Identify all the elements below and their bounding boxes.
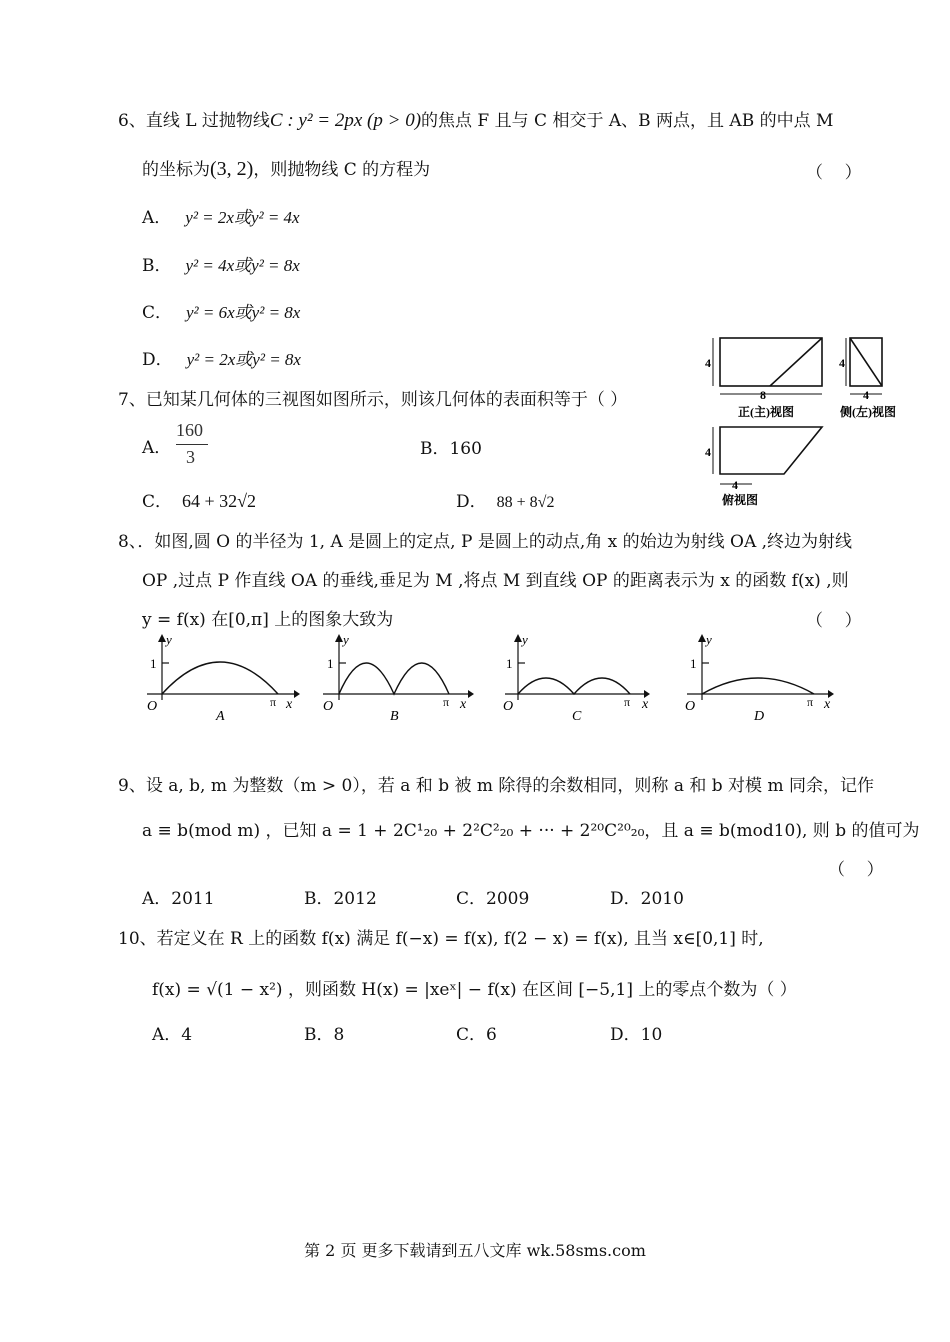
graph-d-one-label: 1 [690,656,697,671]
q10-option-b: B．8 [304,1025,345,1045]
q7-option-a-numerator: 160 [176,420,203,440]
top-view-width-label: 4 [732,478,738,492]
graph-c-y-arrow [514,634,522,642]
graph-d-y-label: y [706,632,712,647]
q6-line2-text: 的坐标为 [142,160,210,180]
front-view-diagonal [770,338,822,386]
q6-option-b-label: B． [142,256,172,276]
side-view-caption: 侧(左)视图 [840,405,896,419]
q7-option-d-text: 88 + 8√2 [496,494,555,511]
q8-graph-b [318,632,483,727]
graph-b-y-label: y [343,632,349,647]
q6-answer-paren: （ ） [806,163,862,183]
q6-line1-text: 6、直线 L 过抛物线 [118,111,270,131]
side-view-height-label: 4 [839,356,845,370]
q8-graph-a [142,632,307,727]
front-view-height-label: 4 [705,356,711,370]
graph-d-caption: D [754,709,765,724]
graph-a-x-arrow [294,690,300,698]
q7-option-a-fraction-bar [176,444,208,445]
side-view-width-label: 4 [863,388,869,402]
q6-option-a-label: A． [142,208,172,228]
q9-option-d: D．2010 [610,889,684,909]
front-view-width-label: 8 [760,388,766,402]
graph-a-curve [162,662,278,694]
q6-option-b [142,251,300,276]
q7-option-c-label: C． [142,492,173,512]
q9-line2: a ≡ b(mod m) ，已知 a = 1 + 2C¹₂₀ + 2²C²₂₀ + ··· + 2²⁰C²⁰₂₀，且 a ≡ b(mod10), 则 b 的值可为 [142,821,920,841]
graph-b-origin-label: O [323,699,334,714]
graph-d-x-label: x [824,697,831,712]
q10-line2: f(x) = √(1 − x²) ，则函数 H(x) = |xeˣ| − f(x) 在区间 [−5,1] 上的零点个数为（ ） [152,980,797,1000]
q6-option-b-text: y² = 4x或y² = 8x [185,256,300,275]
q8-answer-paren: （ ） [806,611,862,631]
q8-graph-d [682,632,847,727]
graph-b-curve [339,663,449,694]
q10-option-c: C．6 [456,1025,497,1045]
q9-option-c: C．2009 [456,889,530,909]
q7-option-d [456,487,554,512]
q9-option-b: B．2012 [304,889,377,909]
q10-option-a: A．4 [152,1025,193,1045]
graph-b-x-label: x [460,697,467,712]
graph-b-one-label: 1 [327,656,334,671]
q7-option-a-denominator: 3 [186,447,195,467]
top-view-trapezoid [720,427,822,474]
q7-stem: 7、已知某几何体的三视图如图所示，则该几何体的表面积等于（ ） [118,390,628,410]
top-view-caption: 俯视图 [722,493,759,507]
q7-option-c-text: 64 + 32√2 [182,491,257,511]
graph-a-y-arrow [158,634,166,642]
top-view-height-label: 4 [705,445,711,459]
q6-line1-rest: 的焦点 F 且与 C 相交于 A、B 两点，且 AB 的中点 M [421,111,834,131]
q6-line2-rest: ，则抛物线 C 的方程为 [253,160,431,180]
graph-d-pi-label: π [807,695,814,709]
q7-option-c [142,487,256,512]
q9-line1: 9、设 a, b, m 为整数（m > 0），若 a 和 b 被 m 除得的余数相同，则称 a 和 b 对模 m 同余，记作 [118,776,874,796]
graph-d-curve [702,678,814,694]
graph-c-origin-label: O [503,699,514,714]
q6-option-d-text: y² = 2x或y² = 8x [186,350,301,369]
q6-option-c-label: C． [142,303,173,323]
q10-line1: 10、若定义在 R 上的函数 f(x) 满足 f(−x) = f(x), f(2 − x) = f(x), 且当 x∈[0,1] 时, [118,929,764,949]
q6-option-d [142,345,301,370]
graph-b-pi-label: π [443,695,450,709]
q6-option-a-text: y² = 2x或y² = 4x [185,208,300,227]
graph-c-curve [518,678,630,694]
graph-c-pi-label: π [624,695,631,709]
graph-a-x-label: x [286,697,293,712]
graph-b-caption: B [390,709,399,724]
q7-option-a-label: A． [142,438,172,458]
graph-c-one-label: 1 [506,656,513,671]
graph-a-pi-label: π [270,695,277,709]
q9-option-a: A．2011 [142,889,215,909]
q8-line2: OP ,过点 P 作直线 OA 的垂线,垂足为 M ,将点 M 到直线 OP 的距离表示为 x 的函数 f(x) ,则 [142,571,849,591]
q6-option-c-text: y² = 6x或y² = 8x [186,303,301,322]
q10-option-d: D．10 [610,1025,663,1045]
front-view-caption: 正(主)视图 [738,405,794,419]
q8-line3: y = f(x) 在[0,π] 上的图象大致为 [142,610,394,630]
q9-answer-paren: （ ） [828,860,884,880]
q6-option-a [142,203,300,228]
graph-b-x-arrow [468,690,474,698]
q8-line1: 8、．如图,圆 O 的半径为 1, A 是圆上的定点, P 是圆上的动点,角 x 的始边为射线 OA ,终边为射线 [118,532,853,552]
q6-line1 [118,106,833,132]
graph-b-y-arrow [335,634,343,642]
graph-d-y-arrow [698,634,706,642]
graph-c-x-label: x [642,697,649,712]
front-view-rect [720,338,822,386]
graph-c-y-label: y [522,632,528,647]
q6-option-d-label: D． [142,350,173,370]
q6-line2-math: (3, 2) [210,158,254,180]
graph-c-caption: C [572,709,582,724]
q7-option-b: B．160 [420,439,482,459]
q6-line2 [142,155,430,181]
q6-line1-math: C : y² = 2px (p > 0) [269,110,422,131]
q8-graph-c [500,632,665,727]
graph-a-one-label: 1 [150,656,157,671]
graph-a-caption: A [216,709,225,724]
graph-a-y-label: y [166,632,172,647]
q6-option-c [142,298,300,323]
graph-d-origin-label: O [685,699,696,714]
q7-option-d-label: D． [456,492,487,512]
side-view-diagonal [850,338,882,386]
page-footer: 第 2 页 更多下载请到五八文库 wk.58sms.com [304,1241,646,1260]
q7-three-views-figure [700,332,920,510]
graph-a-origin-label: O [147,699,158,714]
